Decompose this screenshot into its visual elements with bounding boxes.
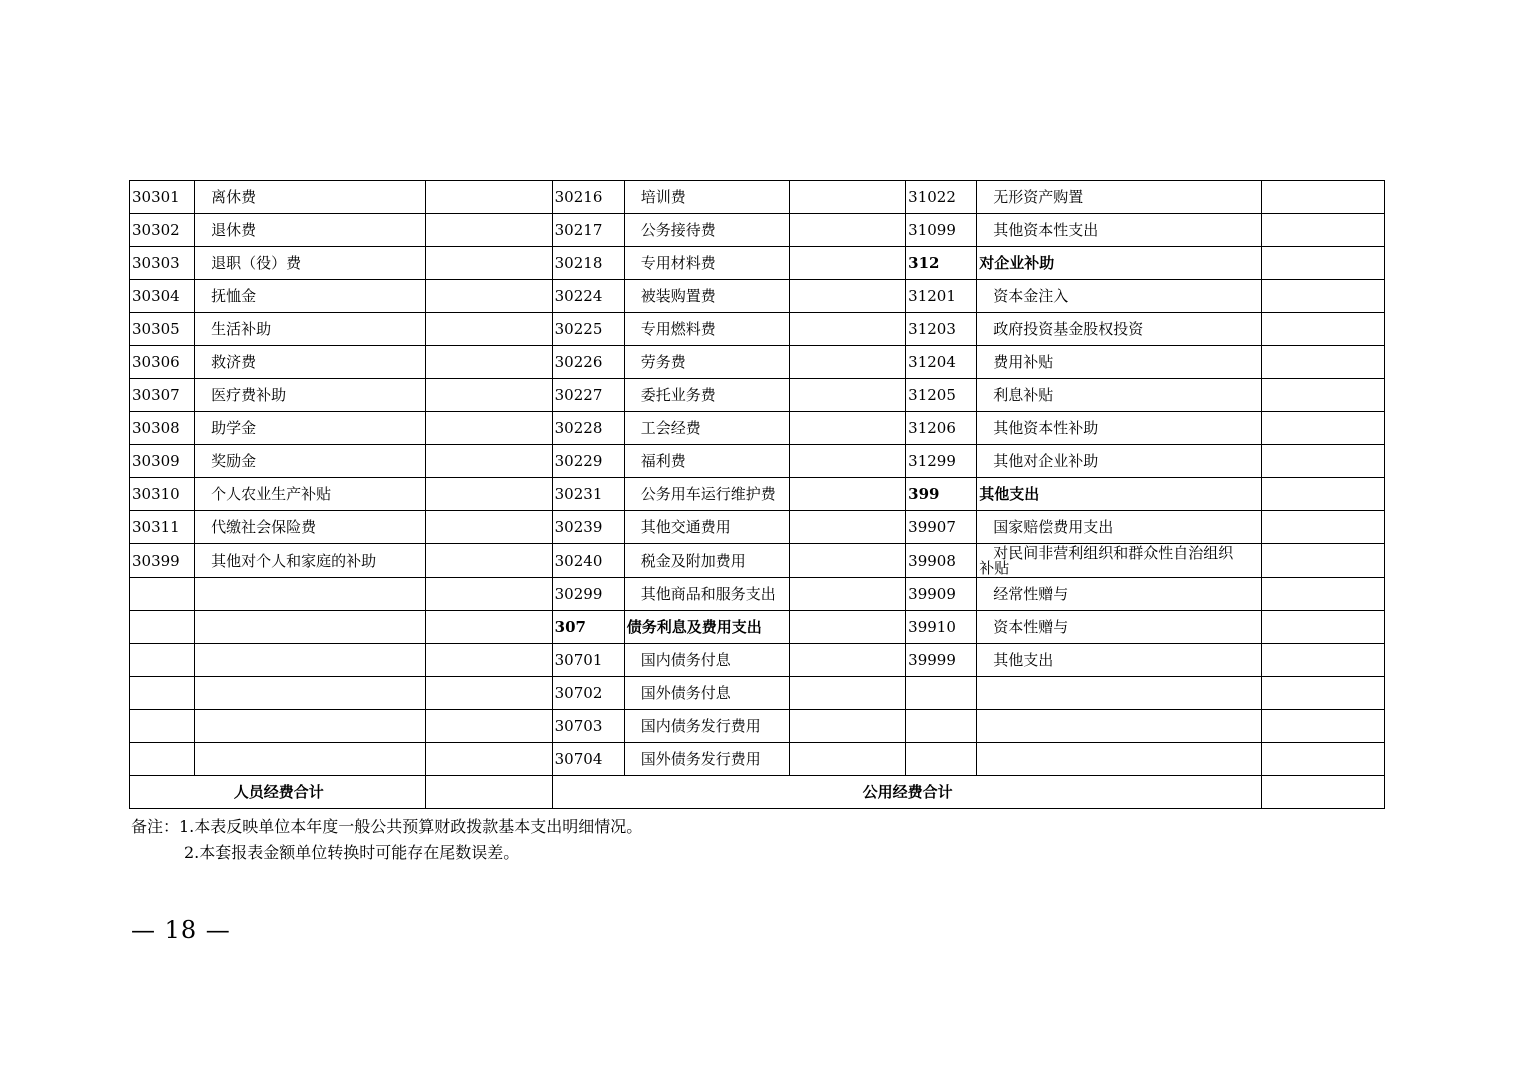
- code-cell-2: 30226: [552, 346, 624, 379]
- amount-cell-1: [426, 611, 552, 644]
- page-number: — 18 —: [131, 916, 231, 944]
- name-cell-2: 其他交通费用: [624, 511, 789, 544]
- name-cell-3: 利息补贴: [977, 379, 1261, 412]
- table-row: [130, 478, 1385, 511]
- name-cell-2: 国外债务付息: [624, 677, 789, 710]
- name-cell-3: 其他支出: [977, 478, 1261, 511]
- name-cell-3: 其他支出: [977, 644, 1261, 677]
- name-cell-3: 其他资本性补助: [977, 412, 1261, 445]
- name-cell-1: 退职（役）费: [195, 247, 426, 280]
- name-cell-3: [977, 677, 1261, 710]
- name-cell-3: 资本金注入: [977, 280, 1261, 313]
- notes: [131, 814, 642, 866]
- amount-cell-1: [426, 511, 552, 544]
- name-cell-1: 奖励金: [195, 445, 426, 478]
- table-row: [130, 346, 1385, 379]
- amount-cell-2: [790, 313, 906, 346]
- table-row: [130, 247, 1385, 280]
- name-cell-1: 个人农业生产补贴: [195, 478, 426, 511]
- code-cell-1: 30305: [130, 313, 195, 346]
- amount-cell-3: [1261, 677, 1384, 710]
- code-cell-1: 30308: [130, 412, 195, 445]
- code-cell-1: 30309: [130, 445, 195, 478]
- amount-cell-3: [1261, 412, 1384, 445]
- amount-cell-2: [790, 743, 906, 776]
- amount-cell-2: [790, 412, 906, 445]
- code-cell-2: 30228: [552, 412, 624, 445]
- name-cell-3: 对企业补助: [977, 247, 1261, 280]
- code-cell-3: 31299: [906, 445, 977, 478]
- code-cell-3: 31022: [906, 181, 977, 214]
- name-cell-1: [195, 611, 426, 644]
- amount-cell-2: [790, 644, 906, 677]
- amount-cell-1: [426, 313, 552, 346]
- code-cell-1: [130, 644, 195, 677]
- code-cell-2: 30703: [552, 710, 624, 743]
- name-cell-1: 其他对个人和家庭的补助: [195, 544, 426, 578]
- code-cell-3: 39908: [906, 544, 977, 578]
- amount-cell-3: [1261, 478, 1384, 511]
- code-cell-1: 30307: [130, 379, 195, 412]
- name-cell-3: 费用补贴: [977, 346, 1261, 379]
- code-cell-2: 30702: [552, 677, 624, 710]
- amount-cell-2: [790, 346, 906, 379]
- amount-cell-1: [426, 214, 552, 247]
- name-cell-1: [195, 578, 426, 611]
- amount-cell-3: [1261, 313, 1384, 346]
- name-cell-1: 代缴社会保险费: [195, 511, 426, 544]
- name-cell-2: 国内债务发行费用: [624, 710, 789, 743]
- code-cell-1: 30399: [130, 544, 195, 578]
- name-cell-2: 被装购置费: [624, 280, 789, 313]
- code-cell-2: 30225: [552, 313, 624, 346]
- name-cell-2: 公务接待费: [624, 214, 789, 247]
- name-cell-3: 政府投资基金股权投资: [977, 313, 1261, 346]
- name-cell-3: 资本性赠与: [977, 611, 1261, 644]
- code-cell-3: 31203: [906, 313, 977, 346]
- amount-cell-3: [1261, 511, 1384, 544]
- amount-cell-2: [790, 379, 906, 412]
- code-cell-2: 30224: [552, 280, 624, 313]
- expenditure-detail-table: [129, 180, 1385, 809]
- code-cell-3: 31206: [906, 412, 977, 445]
- name-cell-1: 生活补助: [195, 313, 426, 346]
- amount-cell-1: [426, 544, 552, 578]
- amount-cell-1: [426, 578, 552, 611]
- code-cell-2: 30231: [552, 478, 624, 511]
- name-cell-3: 对民间非营利组织和群众性自治组织 补贴: [977, 544, 1261, 578]
- name-cell-2: 国内债务付息: [624, 644, 789, 677]
- code-cell-3: 399: [906, 478, 977, 511]
- name-cell-1: [195, 677, 426, 710]
- code-cell-2: 30701: [552, 644, 624, 677]
- table-row: [130, 214, 1385, 247]
- table-row: [130, 280, 1385, 313]
- code-cell-2: 30227: [552, 379, 624, 412]
- table-row: [130, 644, 1385, 677]
- name-cell-2: 税金及附加费用: [624, 544, 789, 578]
- table-row: [130, 412, 1385, 445]
- name-cell-2: 债务利息及费用支出: [624, 611, 789, 644]
- name-cell-3: 国家赔偿费用支出: [977, 511, 1261, 544]
- code-cell-3: 312: [906, 247, 977, 280]
- code-cell-1: 30304: [130, 280, 195, 313]
- amount-cell-1: [426, 743, 552, 776]
- name-cell-1: 助学金: [195, 412, 426, 445]
- code-cell-3: 39909: [906, 578, 977, 611]
- name-cell-3: 无形资产购置: [977, 181, 1261, 214]
- name-cell-3: 其他对企业补助: [977, 445, 1261, 478]
- note-line-1: 备注：1.本表反映单位本年度一般公共预算财政拨款基本支出明细情况。: [131, 817, 643, 836]
- code-cell-3: 31205: [906, 379, 977, 412]
- name-cell-1: 离休费: [195, 181, 426, 214]
- name-cell-1: [195, 743, 426, 776]
- name-cell-1: 退休费: [195, 214, 426, 247]
- code-cell-1: [130, 710, 195, 743]
- name-cell-2: 委托业务费: [624, 379, 789, 412]
- name-cell-2: 专用燃料费: [624, 313, 789, 346]
- table-row: [130, 181, 1385, 214]
- code-cell-2: 30704: [552, 743, 624, 776]
- code-cell-3: [906, 743, 977, 776]
- amount-cell-1: [426, 346, 552, 379]
- amount-cell-3: [1261, 247, 1384, 280]
- code-cell-1: 30306: [130, 346, 195, 379]
- code-cell-2: 30239: [552, 511, 624, 544]
- amount-cell-3: [1261, 544, 1384, 578]
- public-total-label: 公用经费合计: [552, 776, 1261, 809]
- code-cell-1: 30301: [130, 181, 195, 214]
- name-cell-2: 专用材料费: [624, 247, 789, 280]
- code-cell-1: [130, 677, 195, 710]
- amount-cell-2: [790, 578, 906, 611]
- name-cell-2: 公务用车运行维护费: [624, 478, 789, 511]
- code-cell-1: [130, 578, 195, 611]
- code-cell-1: 30310: [130, 478, 195, 511]
- name-cell-1: 救济费: [195, 346, 426, 379]
- amount-cell-1: [426, 379, 552, 412]
- amount-cell-1: [426, 677, 552, 710]
- amount-cell-2: [790, 445, 906, 478]
- name-cell-2: 培训费: [624, 181, 789, 214]
- amount-cell-1: [426, 445, 552, 478]
- note-line-2: 2.本套报表金额单位转换时可能存在尾数误差。: [184, 843, 520, 862]
- amount-cell-3: [1261, 611, 1384, 644]
- name-cell-2: 国外债务发行费用: [624, 743, 789, 776]
- table-row: [130, 313, 1385, 346]
- table-row: [130, 445, 1385, 478]
- amount-cell-3: [1261, 379, 1384, 412]
- code-cell-3: 39910: [906, 611, 977, 644]
- amount-cell-3: [1261, 280, 1384, 313]
- code-cell-2: 30240: [552, 544, 624, 578]
- amount-cell-3: [1261, 445, 1384, 478]
- amount-cell-3: [1261, 644, 1384, 677]
- public-total-amount: [1261, 776, 1384, 809]
- name-cell-3: [977, 743, 1261, 776]
- code-cell-3: [906, 710, 977, 743]
- code-cell-1: 30302: [130, 214, 195, 247]
- table-row: [130, 544, 1385, 578]
- code-cell-2: 30216: [552, 181, 624, 214]
- amount-cell-1: [426, 412, 552, 445]
- table-row: [130, 677, 1385, 710]
- code-cell-3: 31201: [906, 280, 977, 313]
- code-cell-2: 30217: [552, 214, 624, 247]
- amount-cell-2: [790, 214, 906, 247]
- name-cell-1: 医疗费补助: [195, 379, 426, 412]
- code-cell-2: 30299: [552, 578, 624, 611]
- amount-cell-3: [1261, 346, 1384, 379]
- name-cell-3: 其他资本性支出: [977, 214, 1261, 247]
- code-cell-3: 39999: [906, 644, 977, 677]
- amount-cell-3: [1261, 181, 1384, 214]
- amount-cell-2: [790, 478, 906, 511]
- amount-cell-3: [1261, 710, 1384, 743]
- totals-row: [130, 776, 1385, 809]
- table-row: [130, 611, 1385, 644]
- amount-cell-3: [1261, 578, 1384, 611]
- amount-cell-2: [790, 181, 906, 214]
- amount-cell-1: [426, 644, 552, 677]
- amount-cell-1: [426, 247, 552, 280]
- amount-cell-2: [790, 611, 906, 644]
- name-cell-2: 工会经费: [624, 412, 789, 445]
- code-cell-3: 39907: [906, 511, 977, 544]
- amount-cell-2: [790, 280, 906, 313]
- name-cell-2: 福利费: [624, 445, 789, 478]
- table-row: [130, 379, 1385, 412]
- amount-cell-3: [1261, 743, 1384, 776]
- table-row: [130, 511, 1385, 544]
- table-body: [130, 181, 1385, 776]
- amount-cell-2: [790, 247, 906, 280]
- code-cell-2: 307: [552, 611, 624, 644]
- name-cell-2: 劳务费: [624, 346, 789, 379]
- amount-cell-1: [426, 710, 552, 743]
- name-cell-1: [195, 644, 426, 677]
- personnel-total-label: 人员经费合计: [130, 776, 426, 809]
- amount-cell-1: [426, 181, 552, 214]
- name-cell-1: [195, 710, 426, 743]
- code-cell-1: 30303: [130, 247, 195, 280]
- code-cell-1: [130, 743, 195, 776]
- amount-cell-1: [426, 280, 552, 313]
- code-cell-1: [130, 611, 195, 644]
- code-cell-3: 31099: [906, 214, 977, 247]
- table-row: [130, 710, 1385, 743]
- name-cell-2: 其他商品和服务支出: [624, 578, 789, 611]
- table-row: [130, 743, 1385, 776]
- amount-cell-2: [790, 544, 906, 578]
- amount-cell-2: [790, 677, 906, 710]
- code-cell-2: 30218: [552, 247, 624, 280]
- amount-cell-3: [1261, 214, 1384, 247]
- name-cell-3: 经常性赠与: [977, 578, 1261, 611]
- code-cell-1: 30311: [130, 511, 195, 544]
- amount-cell-1: [426, 478, 552, 511]
- amount-cell-2: [790, 511, 906, 544]
- name-cell-3: [977, 710, 1261, 743]
- table-row: [130, 578, 1385, 611]
- code-cell-3: 31204: [906, 346, 977, 379]
- name-cell-1: 抚恤金: [195, 280, 426, 313]
- code-cell-3: [906, 677, 977, 710]
- personnel-total-amount: [426, 776, 552, 809]
- amount-cell-2: [790, 710, 906, 743]
- code-cell-2: 30229: [552, 445, 624, 478]
